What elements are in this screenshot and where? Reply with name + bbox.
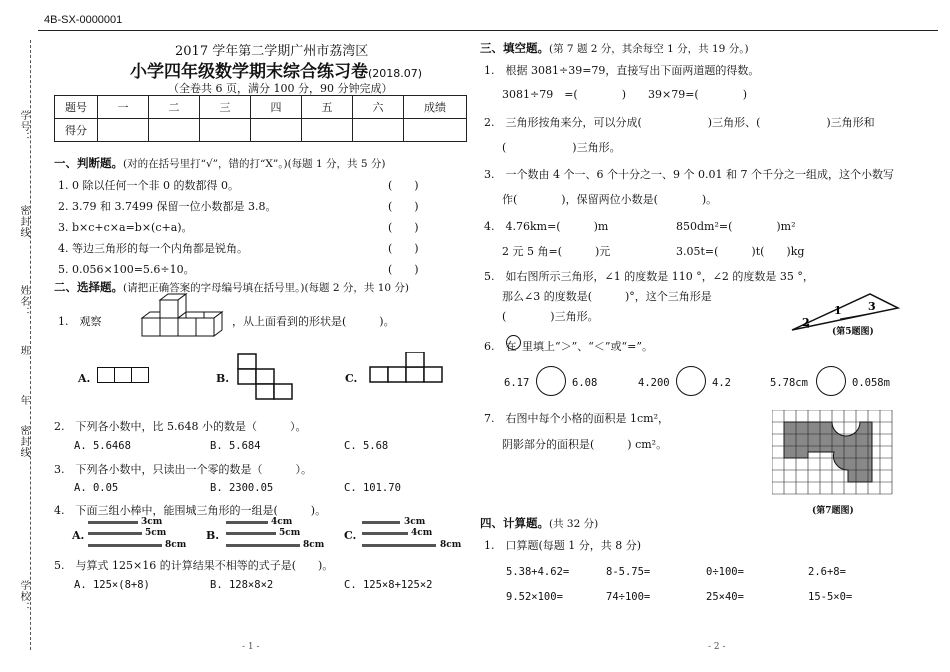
- compare-circle-1[interactable]: [536, 366, 566, 396]
- s1-question-4: 4. 等边三角形的每一个内角都是锐角。: [58, 242, 248, 255]
- stick-label: 3cm: [404, 517, 426, 527]
- page-number-2: - 2 -: [708, 642, 726, 652]
- stick: [362, 521, 400, 524]
- side-nian: 年: [18, 395, 29, 406]
- score-cell[interactable]: [98, 119, 149, 142]
- oral-calc[interactable]: 5.38+4.62=: [506, 566, 570, 578]
- shape-b: [236, 352, 296, 400]
- stick: [226, 544, 300, 547]
- s3-q6-text-b: 里填上“＞”、“＜”或“=”。: [522, 340, 653, 353]
- score-table: [54, 95, 467, 142]
- s2-q2-option-c[interactable]: C. 5.68: [344, 440, 389, 452]
- s4-sub-heading: 1. 口算题(每题 1 分，共 8 分): [484, 539, 642, 552]
- oral-calc[interactable]: 74÷100=: [606, 591, 651, 603]
- score-header: 六: [353, 96, 404, 119]
- compare-right-2: 4.2: [712, 377, 731, 389]
- s2-q1-option-c[interactable]: C.: [345, 372, 358, 385]
- fig5-caption: (第5题图): [832, 327, 874, 337]
- stick-label: 8cm: [165, 540, 187, 550]
- s2-q3-option-c[interactable]: C. 101.70: [344, 482, 401, 494]
- s3-q2-text: 2. 三角形按角来分，可以分成( )三角形、( )三角形和: [484, 116, 875, 129]
- stick-label: 3cm: [141, 517, 163, 527]
- exam-title: 小学四年级数学期末综合练习卷(2018.07): [130, 62, 423, 82]
- score-cell[interactable]: [251, 119, 302, 142]
- score-header: 三: [200, 96, 251, 119]
- stick-label: 8cm: [440, 540, 462, 550]
- side-mifeng-1: 密封线: [18, 205, 29, 238]
- angle-3-label: 3: [868, 300, 876, 313]
- score-row-label: 得分: [55, 119, 98, 142]
- s2-q1-option-b[interactable]: B.: [216, 372, 230, 385]
- oral-calc[interactable]: 25×40=: [706, 591, 744, 603]
- answer-paren[interactable]: ( ): [388, 200, 419, 213]
- side-xuehao: 学号：: [18, 110, 29, 143]
- section-4-heading: 四、计算题。(共 32 分): [480, 516, 599, 530]
- s3-q5-text: 5. 如右图所示三角形，∠1 的度数是 110 °，∠2 的度数是 35 °，: [484, 270, 814, 283]
- score-header-row: [55, 96, 467, 119]
- compare-circle-2[interactable]: [676, 366, 706, 396]
- angle-2-label: 2: [802, 316, 810, 329]
- section-2-heading: 二、选择题。(请把正确答案的字母编号填在括号里。)(每题 2 分，共 10 分): [54, 280, 410, 294]
- s2-q1-option-a[interactable]: A.: [78, 372, 91, 385]
- compare-left-3: 5.78cm: [770, 377, 808, 389]
- oral-calc[interactable]: 8-5.75=: [606, 566, 651, 578]
- s2-question-5: 5. 与算式 125×16 的计算结果不相等的式子是( )。: [54, 559, 334, 572]
- page-number-1: - 1 -: [242, 642, 260, 652]
- exam-date: (2018.07): [368, 67, 423, 80]
- s2-q1-text-b: ，从上面看到的形状是( )。: [232, 315, 395, 328]
- doc-code: 4B-SX-0000001: [44, 14, 123, 26]
- score-cell[interactable]: [200, 119, 251, 142]
- stick: [362, 532, 408, 535]
- shape-c: [368, 352, 448, 386]
- s2-question-4: 4. 下面三组小棒中，能围城三角形的一组是( )。: [54, 504, 327, 517]
- shape-a: [97, 367, 149, 386]
- score-cell[interactable]: [353, 119, 404, 142]
- score-cell[interactable]: [149, 119, 200, 142]
- stick: [226, 521, 268, 524]
- top-rule: [38, 30, 938, 31]
- exam-title-line1: 2017 学年第二学期广州市荔湾区: [175, 44, 369, 59]
- s2-question-2: 2. 下列各小数中，比 5.648 小的数是（ ）。: [54, 420, 307, 433]
- stick: [226, 532, 276, 535]
- s2-q1-text-a: 1. 观察: [58, 315, 102, 328]
- s3-q1-text: 1. 根据 3081÷39=79，直接写出下面两道题的得数。: [484, 64, 760, 77]
- s3-q1-blanks[interactable]: 3081÷79 =( ) 39×79=( ): [502, 88, 748, 101]
- s3-q6-text-a: 6. 在: [484, 340, 517, 353]
- oral-calc[interactable]: 9.52×100=: [506, 591, 563, 603]
- s2-question-3: 3. 下列各小数中，只读出一个零的数是（ ）。: [54, 463, 312, 476]
- s2-q4-option-c[interactable]: C.: [344, 529, 357, 542]
- s2-q5-option-c[interactable]: C. 125×8+125×2: [344, 579, 433, 591]
- exam-subtitle: （全卷共 6 页，满分 100 分，90 分钟完成）: [168, 82, 393, 95]
- score-cell[interactable]: [404, 119, 467, 142]
- stick-label: 4cm: [411, 528, 433, 538]
- s2-q3-option-b[interactable]: B. 2300.05: [210, 482, 274, 494]
- s1-question-5: 5. 0.056×100=5.6÷10。: [58, 263, 195, 276]
- answer-paren[interactable]: ( ): [388, 221, 419, 234]
- s1-question-2: 2. 3.79 和 3.7499 保留一位小数都是 3.8。: [58, 200, 277, 213]
- answer-paren[interactable]: ( ): [388, 179, 419, 192]
- s2-q3-option-a[interactable]: A. 0.05: [74, 482, 119, 494]
- oral-calc[interactable]: 2.6+8=: [808, 566, 846, 578]
- oral-calc[interactable]: 0÷100=: [706, 566, 744, 578]
- s3-q5-text-c[interactable]: ( )三角形。: [502, 310, 599, 323]
- stick-label: 8cm: [303, 540, 325, 550]
- compare-right-1: 6.08: [572, 377, 598, 389]
- angle-1-label: 1: [834, 304, 842, 317]
- section-1-heading: 一、判断题。(对的在括号里打“√”，错的打“X”。)(每题 1 分，共 5 分): [54, 156, 386, 170]
- s3-q4-a2[interactable]: 850dm²=( )m²: [676, 220, 796, 233]
- side-xuexiao: 学校：: [18, 580, 29, 613]
- score-row: [55, 119, 467, 142]
- s1-question-1: 1. 0 除以任何一个非 0 的数都得 0。: [58, 179, 239, 192]
- stick: [88, 521, 138, 524]
- stick-label: 5cm: [279, 528, 301, 538]
- answer-paren[interactable]: ( ): [388, 242, 419, 255]
- score-header: 二: [149, 96, 200, 119]
- stick: [88, 544, 162, 547]
- s2-q4-option-b[interactable]: B.: [206, 529, 220, 542]
- s2-q2-option-a[interactable]: A. 5.6468: [74, 440, 131, 452]
- section-3-heading: 三、填空题。(第 7 题 2 分，其余每空 1 分，共 19 分。): [480, 41, 749, 55]
- s3-q5-text-b[interactable]: 那么∠3 的度数是( )°，这个三角形是: [502, 290, 712, 303]
- compare-circle-3[interactable]: [816, 366, 846, 396]
- stick-label: 4cm: [271, 517, 293, 527]
- compare-left-1: 6.17: [504, 377, 530, 389]
- answer-paren[interactable]: ( ): [388, 263, 419, 276]
- area-grid-figure: [772, 410, 902, 498]
- oral-calc[interactable]: 15-5×0=: [808, 591, 853, 603]
- score-header: 四: [251, 96, 302, 119]
- s3-q4-b2[interactable]: 3.05t=( )t( )kg: [676, 245, 805, 258]
- compare-right-3: 0.058m: [852, 377, 890, 389]
- stick: [88, 532, 142, 535]
- side-xingming: 姓名：: [18, 285, 29, 318]
- s2-q5-option-b[interactable]: B. 128×8×2: [210, 579, 274, 591]
- s3-q7-text-b[interactable]: 阴影部分的面积是( ) cm²。: [502, 438, 668, 451]
- s3-q3-blanks[interactable]: 作( )，保留两位小数是( )。: [502, 193, 718, 206]
- score-header: 题号: [55, 96, 98, 119]
- s3-q7-text-a: 7. 右图中每个小格的面积是 1cm²，: [484, 412, 669, 425]
- score-cell[interactable]: [302, 119, 353, 142]
- score-header: 五: [302, 96, 353, 119]
- stick: [362, 544, 436, 547]
- fig7-caption: (第7题图): [812, 506, 854, 516]
- s2-q4-option-a[interactable]: A.: [72, 529, 85, 542]
- s3-q4-a[interactable]: 4. 4.76km=( )m: [484, 220, 609, 233]
- s3-q3-text: 3. 一个数由 4 个一、6 个十分之一、9 个 0.01 和 7 个千分之一组成，这个小数写: [484, 168, 894, 181]
- compare-left-2: 4.200: [638, 377, 670, 389]
- s2-q5-option-a[interactable]: A. 125×(8+8): [74, 579, 150, 591]
- s3-q4-b[interactable]: 2 元 5 角=( )元: [502, 245, 611, 258]
- side-ban: 班: [18, 345, 29, 356]
- s2-q2-option-b[interactable]: B. 5.684: [210, 440, 261, 452]
- score-header: 一: [98, 96, 149, 119]
- cube-stack-figure: [140, 290, 225, 340]
- score-header: 成绩: [404, 96, 467, 119]
- stick-label: 5cm: [145, 528, 167, 538]
- circle-icon: [506, 335, 521, 350]
- s3-q2-blanks[interactable]: ( )三角形。: [502, 141, 621, 154]
- s1-question-3: 3. b×c+c×a=b×(c+a)。: [58, 221, 193, 234]
- side-mifeng-2: 密封线: [18, 425, 29, 458]
